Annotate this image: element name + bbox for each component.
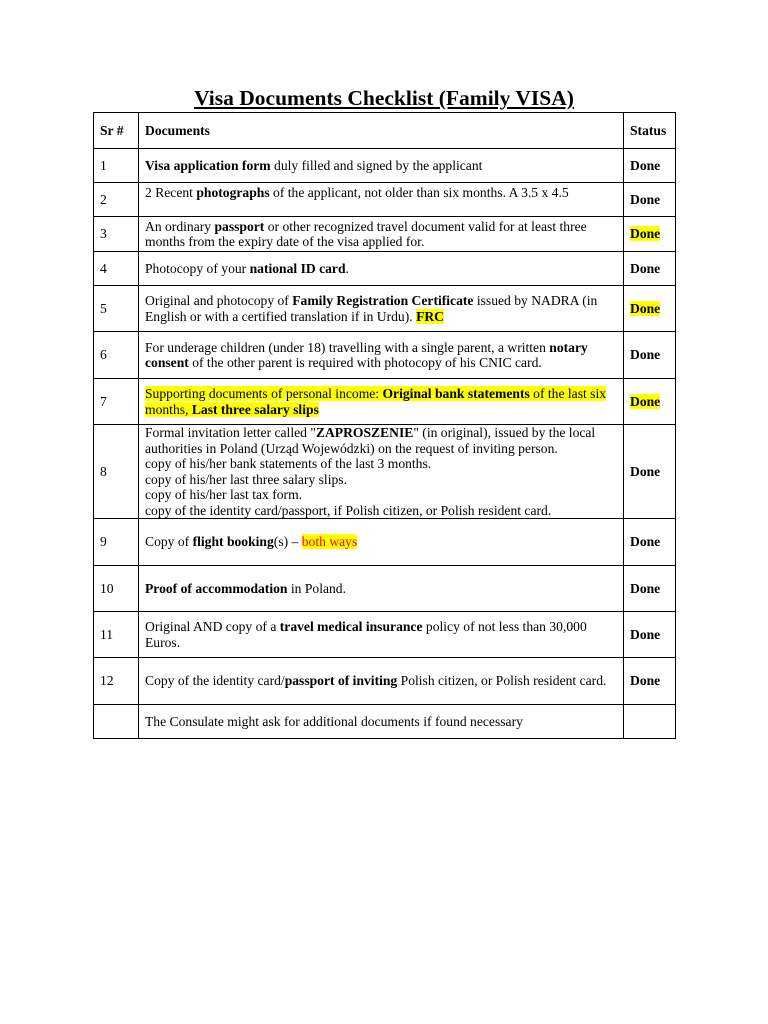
row-status: Done <box>624 566 676 612</box>
row-status: Done <box>624 286 676 332</box>
row-number: 10 <box>94 566 139 612</box>
row-status: Done <box>624 612 676 658</box>
table-row <box>94 566 676 612</box>
row-number: 12 <box>94 658 139 705</box>
row-document: Original and photocopy of Family Registration Certificate issued by NADRA (in English or with a certified translation if in Urdu). FRC <box>139 286 624 332</box>
row-number: 6 <box>94 332 139 379</box>
table-row <box>94 332 676 379</box>
row-number: 5 <box>94 286 139 332</box>
row-number <box>94 705 139 739</box>
row-document: For underage children (under 18) travelling with a single parent, a written notary consent of the other parent is required with photocopy of his CNIC card. <box>139 332 624 379</box>
row-number: 9 <box>94 519 139 566</box>
row-document <box>139 425 624 519</box>
row-status <box>624 705 676 739</box>
table-row <box>94 519 676 566</box>
row-status: Done <box>624 149 676 183</box>
row-status: Done <box>624 183 676 217</box>
header-sr: Sr # <box>94 113 139 149</box>
row-status: Done <box>624 252 676 286</box>
row-document: An ordinary passport or other recognized travel document valid for at least three months from the expiry date of the visa applied for. <box>139 217 624 252</box>
row-number: 7 <box>94 379 139 425</box>
table-row <box>94 425 676 519</box>
row-status: Done <box>624 217 676 252</box>
header-status: Status <box>624 113 676 149</box>
document-line: copy of his/her last tax form. <box>145 487 303 502</box>
row-status: Done <box>624 425 676 519</box>
row-number: 2 <box>94 183 139 217</box>
checklist-table <box>93 112 676 739</box>
row-status: Done <box>624 658 676 705</box>
table-row <box>94 286 676 332</box>
row-number: 11 <box>94 612 139 658</box>
table-row <box>94 612 676 658</box>
table-row <box>94 705 676 739</box>
row-status: Done <box>624 379 676 425</box>
row-document: Proof of accommodation in Poland. <box>139 566 624 612</box>
row-number: 3 <box>94 217 139 252</box>
row-status: Done <box>624 332 676 379</box>
row-document: Copy of flight booking(s) – both ways <box>139 519 624 566</box>
row-number: 8 <box>94 425 139 519</box>
row-number: 4 <box>94 252 139 286</box>
row-document: Visa application form duly filled and signed by the applicant <box>139 149 624 183</box>
document-line: copy of the identity card/passport, if Polish citizen, or Polish resident card. <box>145 502 552 518</box>
document-line: copy of his/her bank statements of the last 3 months. <box>145 456 432 471</box>
row-document: 2 Recent photographs of the applicant, not older than six months. A 3.5 x 4.5 <box>139 183 624 217</box>
table-row <box>94 217 676 252</box>
document-line: copy of his/her last three salary slips. <box>145 471 347 487</box>
table-header-row <box>94 113 676 149</box>
row-status: Done <box>624 519 676 566</box>
page-title: Visa Documents Checklist (Family VISA) <box>194 86 574 110</box>
row-document: Supporting documents of personal income: Original bank statements of the last six months, Last three salary slips <box>139 379 624 425</box>
header-documents: Documents <box>139 113 624 149</box>
row-document: Original AND copy of a travel medical insurance policy of not less than 30,000 Euros. <box>139 612 624 658</box>
row-document: Copy of the identity card/passport of inviting Polish citizen, or Polish resident card. <box>139 658 624 705</box>
table-row <box>94 252 676 286</box>
table-row <box>94 379 676 425</box>
table-row <box>94 183 676 217</box>
table-row <box>94 658 676 705</box>
row-document: The Consulate might ask for additional documents if found necessary <box>139 705 624 739</box>
table-row <box>94 149 676 183</box>
row-number: 1 <box>94 149 139 183</box>
document-line: Formal invitation letter called "ZAPROSZENIE" (in original), issued by the local authorities in Poland (Urząd Wojewódzki) on the request of inviting person. <box>145 425 596 456</box>
row-document: Photocopy of your national ID card. <box>139 252 624 286</box>
